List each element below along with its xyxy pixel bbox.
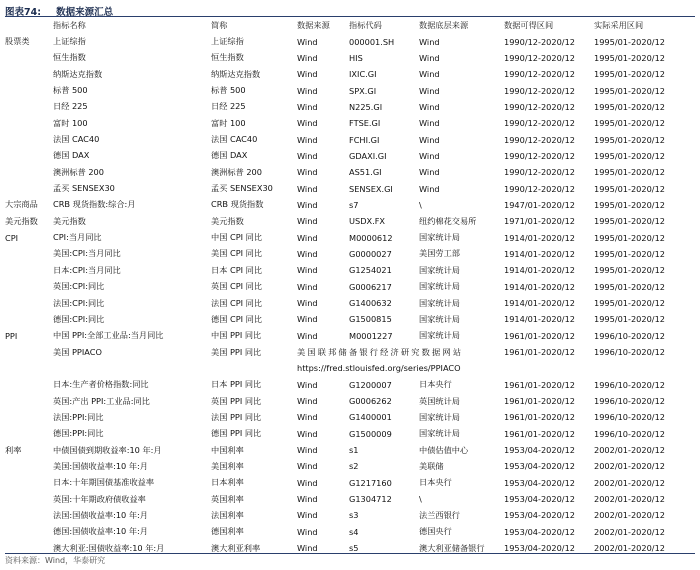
available-range-cell: 1953/04-2020/12 bbox=[504, 526, 575, 537]
adopted-range-cell: 1995/01-2020/12 bbox=[594, 167, 665, 178]
indicator-code-cell: s5 bbox=[349, 543, 359, 554]
indicator-name-cell: 日本:十年期国债基准收益率 bbox=[53, 477, 155, 488]
available-range-cell: 1990/12-2020/12 bbox=[504, 36, 575, 47]
short-name-cell: 孟买 SENSEX30 bbox=[211, 183, 273, 194]
adopted-range-cell: 1995/01-2020/12 bbox=[594, 52, 665, 63]
available-range-cell: 1953/04-2020/12 bbox=[504, 510, 575, 521]
adopted-range-cell: 2002/01-2020/12 bbox=[594, 461, 665, 472]
short-name-cell: 法国 PPI 同比 bbox=[211, 411, 262, 422]
table-row bbox=[5, 229, 695, 245]
table-row bbox=[5, 393, 695, 409]
indicator-code-cell: GDAXI.GI bbox=[349, 150, 387, 161]
data-source-cell: Wind bbox=[297, 216, 318, 227]
adopted-range-cell: 1995/01-2020/12 bbox=[594, 69, 665, 80]
underlying-source-cell: Wind bbox=[419, 36, 440, 47]
source-url-cell: https://fred.stlouisfed.org/series/PPIACO bbox=[297, 363, 461, 374]
adopted-range-cell: 1995/01-2020/12 bbox=[594, 36, 665, 47]
table-row bbox=[5, 328, 695, 344]
header-available-range: 数据可得区间 bbox=[504, 19, 554, 30]
indicator-code-cell: M0000612 bbox=[349, 232, 393, 243]
data-source-cell: Wind bbox=[297, 412, 318, 423]
indicator-code-cell: G1200007 bbox=[349, 379, 392, 390]
available-range-cell: 1914/01-2020/12 bbox=[504, 314, 575, 325]
indicator-code-cell: s2 bbox=[349, 461, 359, 472]
data-source-cell: Wind bbox=[297, 330, 318, 341]
adopted-range-cell: 1996/10-2020/12 bbox=[594, 379, 665, 390]
adopted-range-cell: 2002/01-2020/12 bbox=[594, 543, 665, 554]
adopted-range-cell: 1995/01-2020/12 bbox=[594, 216, 665, 227]
category-cell bbox=[5, 344, 53, 360]
data-source-cell: Wind bbox=[297, 510, 318, 521]
adopted-range-cell: 1995/01-2020/12 bbox=[594, 118, 665, 129]
data-source-cell: Wind bbox=[297, 379, 318, 390]
data-source-cell: Wind bbox=[297, 461, 318, 472]
adopted-range-cell: 1996/10-2020/12 bbox=[594, 330, 665, 341]
table-row bbox=[5, 115, 695, 131]
data-source-cell: Wind bbox=[297, 150, 318, 161]
category-cell bbox=[5, 66, 53, 82]
available-range-cell: 1990/12-2020/12 bbox=[504, 52, 575, 63]
indicator-code-cell: G1400632 bbox=[349, 298, 392, 309]
category-cell bbox=[5, 50, 53, 66]
indicator-code-cell: G1254021 bbox=[349, 265, 392, 276]
indicator-name-cell: 法国:国债收益率:10 年:月 bbox=[53, 509, 148, 520]
table-row bbox=[5, 360, 695, 376]
category-cell bbox=[5, 82, 53, 98]
data-source-cell: Wind bbox=[297, 85, 318, 96]
underlying-source-cell: 日本央行 bbox=[419, 477, 452, 488]
indicator-name-cell: 美国:CPI:当月同比 bbox=[53, 248, 121, 259]
indicator-code-cell: USDX.FX bbox=[349, 216, 386, 227]
short-name-cell: 澳大利亚利率 bbox=[211, 542, 261, 553]
short-name-cell: 英国 PPI 同比 bbox=[211, 395, 262, 406]
short-name-cell: 日经 225 bbox=[211, 101, 246, 112]
indicator-code-cell: IXIC.GI bbox=[349, 69, 377, 80]
indicator-name-cell: 法国 CAC40 bbox=[53, 134, 100, 145]
indicator-name-cell: 英国:CPI:同比 bbox=[53, 281, 105, 292]
indicator-name-cell: 日本:生产者价格指数:同比 bbox=[53, 379, 149, 390]
table-row bbox=[5, 491, 695, 507]
underlying-source-cell: Wind bbox=[419, 134, 440, 145]
indicator-name-cell: 法国:PPI:同比 bbox=[53, 411, 104, 422]
adopted-range-cell: 1995/01-2020/12 bbox=[594, 134, 665, 145]
short-name-cell: 美国 CPI 同比 bbox=[211, 248, 263, 259]
available-range-cell: 1953/04-2020/12 bbox=[504, 445, 575, 456]
indicator-name-cell: 美国:国债收益率:10 年:月 bbox=[53, 460, 148, 471]
adopted-range-cell: 1995/01-2020/12 bbox=[594, 298, 665, 309]
short-name-cell: 上证综指 bbox=[211, 36, 244, 47]
adopted-range-cell: 2002/01-2020/12 bbox=[594, 526, 665, 537]
table-row bbox=[5, 279, 695, 295]
adopted-range-cell: 1995/01-2020/12 bbox=[594, 85, 665, 96]
adopted-range-cell: 1995/01-2020/12 bbox=[594, 265, 665, 276]
underlying-source-cell: \ bbox=[419, 199, 422, 210]
category-cell bbox=[5, 99, 53, 115]
indicator-code-cell: G1500815 bbox=[349, 314, 392, 325]
category-cell: 大宗商品 bbox=[5, 199, 38, 210]
short-name-cell: 法国 CPI 同比 bbox=[211, 297, 263, 308]
indicator-code-cell: s1 bbox=[349, 445, 359, 456]
indicator-code-cell: SENSEX.GI bbox=[349, 183, 393, 194]
adopted-range-cell: 1996/10-2020/12 bbox=[594, 347, 665, 358]
short-name-cell: 英国利率 bbox=[211, 493, 244, 504]
underlying-source-cell: 国家统计局 bbox=[419, 313, 460, 324]
category-cell bbox=[5, 131, 53, 147]
available-range-cell: 1914/01-2020/12 bbox=[504, 281, 575, 292]
category-cell bbox=[5, 377, 53, 393]
indicator-name-cell: 纳斯达克指数 bbox=[53, 68, 103, 79]
underlying-source-cell: 中债估值中心 bbox=[419, 444, 469, 455]
adopted-range-cell: 1995/01-2020/12 bbox=[594, 183, 665, 194]
short-name-cell: 澳洲标普 200 bbox=[211, 166, 262, 177]
short-name-cell: 美元指数 bbox=[211, 215, 244, 226]
indicator-code-cell: G1400001 bbox=[349, 412, 392, 423]
short-name-cell: 日本 PPI 同比 bbox=[211, 379, 262, 390]
underlying-source-cell: 国家统计局 bbox=[419, 232, 460, 243]
table-row bbox=[5, 311, 695, 327]
indicator-code-cell: M0001227 bbox=[349, 330, 393, 341]
indicator-name-cell: 美国 PPIACO bbox=[53, 346, 102, 357]
category-cell bbox=[5, 426, 53, 442]
table-row bbox=[5, 131, 695, 147]
table-row bbox=[5, 475, 695, 491]
indicator-code-cell: G0000027 bbox=[349, 248, 392, 259]
short-name-cell: 标普 500 bbox=[211, 85, 246, 96]
indicator-code-cell: AS51.GI bbox=[349, 167, 382, 178]
adopted-range-cell: 1995/01-2020/12 bbox=[594, 314, 665, 325]
short-name-cell: 英国 CPI 同比 bbox=[211, 281, 263, 292]
table-row bbox=[5, 344, 695, 360]
category-cell bbox=[5, 491, 53, 507]
category-cell bbox=[5, 295, 53, 311]
adopted-range-cell: 1995/01-2020/12 bbox=[594, 199, 665, 210]
table-header-row bbox=[5, 17, 695, 33]
underlying-source-cell: 国家统计局 bbox=[419, 330, 460, 341]
short-name-cell: 富时 100 bbox=[211, 117, 246, 128]
underlying-source-cell: Wind bbox=[419, 183, 440, 194]
indicator-code-cell: G0006217 bbox=[349, 281, 392, 292]
data-source-cell: Wind bbox=[297, 396, 318, 407]
table-row bbox=[5, 213, 695, 229]
header-underlying-source: 数据底层来源 bbox=[419, 19, 469, 30]
table-row bbox=[5, 524, 695, 540]
table-row bbox=[5, 409, 695, 425]
indicator-code-cell: G1500009 bbox=[349, 428, 392, 439]
data-source-cell: Wind bbox=[297, 36, 318, 47]
indicator-code-cell: SPX.GI bbox=[349, 85, 377, 96]
category-cell bbox=[5, 524, 53, 540]
short-name-cell: 中国 CPI 同比 bbox=[211, 232, 263, 243]
indicator-name-cell: 英国:产出 PPI:工业品:同比 bbox=[53, 395, 150, 406]
data-source-cell: Wind bbox=[297, 265, 318, 276]
indicator-code-cell: s3 bbox=[349, 510, 359, 521]
category-cell: CPI bbox=[5, 232, 19, 243]
adopted-range-cell: 2002/01-2020/12 bbox=[594, 477, 665, 488]
underlying-source-cell: 澳大利亚储备银行 bbox=[419, 542, 485, 553]
available-range-cell: 1953/04-2020/12 bbox=[504, 494, 575, 505]
table-row bbox=[5, 246, 695, 262]
available-range-cell: 1914/01-2020/12 bbox=[504, 298, 575, 309]
category-cell bbox=[5, 507, 53, 523]
table-row bbox=[5, 99, 695, 115]
category-cell bbox=[5, 246, 53, 262]
data-source-cell: Wind bbox=[297, 101, 318, 112]
underlying-source-cell: 美联储 bbox=[419, 460, 444, 471]
available-range-cell: 1914/01-2020/12 bbox=[504, 232, 575, 243]
available-range-cell: 1953/04-2020/12 bbox=[504, 461, 575, 472]
available-range-cell: 1961/01-2020/12 bbox=[504, 412, 575, 423]
table-body bbox=[5, 33, 695, 556]
short-name-cell: 中国 PPI 同比 bbox=[211, 330, 262, 341]
data-source-cell: Wind bbox=[297, 52, 318, 63]
data-source-cell: Wind bbox=[297, 281, 318, 292]
short-name-cell: 德国 PPI 同比 bbox=[211, 428, 262, 439]
indicator-name-cell: 德国:国债收益率:10 年:月 bbox=[53, 526, 148, 537]
available-range-cell: 1961/01-2020/12 bbox=[504, 330, 575, 341]
indicator-name-cell: 恒生指数 bbox=[53, 52, 86, 63]
data-source-cell: Wind bbox=[297, 134, 318, 145]
category-cell bbox=[5, 180, 53, 196]
short-name-cell: 美国 PPI 同比 bbox=[211, 346, 262, 357]
short-name-cell: 恒生指数 bbox=[211, 52, 244, 63]
data-source-cell: Wind bbox=[297, 445, 318, 456]
short-name-cell: 德国 DAX bbox=[211, 150, 248, 161]
table-row bbox=[5, 295, 695, 311]
header-short-name: 简称 bbox=[211, 19, 228, 30]
table-row bbox=[5, 442, 695, 458]
underlying-source-cell: 德国央行 bbox=[419, 526, 452, 537]
indicator-name-cell: 上证综指 bbox=[53, 36, 86, 47]
indicator-name-cell: 英国:十年期政府债收益率 bbox=[53, 493, 146, 504]
category-cell bbox=[5, 458, 53, 474]
indicator-name-cell: 日经 225 bbox=[53, 101, 88, 112]
indicator-name-cell: 德国 DAX bbox=[53, 150, 90, 161]
underlying-source-cell: Wind bbox=[419, 69, 440, 80]
available-range-cell: 1961/01-2020/12 bbox=[504, 428, 575, 439]
underlying-source-cell: 国家统计局 bbox=[419, 411, 460, 422]
indicator-name-cell: 德国:PPI:同比 bbox=[53, 428, 104, 439]
short-name-cell: 法国利率 bbox=[211, 509, 244, 520]
figure-number: 图表74: bbox=[5, 7, 42, 18]
indicator-name-cell: CPI:当月同比 bbox=[53, 232, 102, 243]
source-note: 资料来源：Wind，华泰研究 bbox=[5, 556, 106, 565]
indicator-code-cell: FCHI.GI bbox=[349, 134, 380, 145]
available-range-cell: 1990/12-2020/12 bbox=[504, 69, 575, 80]
category-cell bbox=[5, 115, 53, 131]
available-range-cell: 1961/01-2020/12 bbox=[504, 347, 575, 358]
data-source-cell: Wind bbox=[297, 232, 318, 243]
data-source-cell: Wind bbox=[297, 69, 318, 80]
short-name-cell: 中国利率 bbox=[211, 444, 244, 455]
underlying-source-cell: Wind bbox=[419, 118, 440, 129]
underlying-source-cell: Wind bbox=[419, 150, 440, 161]
adopted-range-cell: 1995/01-2020/12 bbox=[594, 281, 665, 292]
adopted-range-cell: 1995/01-2020/12 bbox=[594, 150, 665, 161]
available-range-cell: 1990/12-2020/12 bbox=[504, 183, 575, 194]
adopted-range-cell: 1996/10-2020/12 bbox=[594, 396, 665, 407]
underlying-source-cell: 国家统计局 bbox=[419, 428, 460, 439]
indicator-name-cell: 美元指数 bbox=[53, 215, 86, 226]
indicator-name-cell: 澳洲标普 200 bbox=[53, 166, 104, 177]
header-indicator-name: 指标名称 bbox=[53, 19, 86, 30]
underlying-source-cell: 国家统计局 bbox=[419, 264, 460, 275]
available-range-cell: 1914/01-2020/12 bbox=[504, 265, 575, 276]
underlying-source-cell: 国家统计局 bbox=[419, 297, 460, 308]
indicator-code-cell: N225.GI bbox=[349, 101, 383, 112]
data-source-cell: Wind bbox=[297, 298, 318, 309]
indicator-name-cell: 中国 PPI:全部工业品:当月同比 bbox=[53, 330, 164, 341]
table-row bbox=[5, 507, 695, 523]
data-source-cell: Wind bbox=[297, 526, 318, 537]
underlying-source-cell: 英国统计局 bbox=[419, 395, 460, 406]
table-row bbox=[5, 33, 695, 49]
category-cell: 利率 bbox=[5, 444, 22, 455]
indicator-code-cell: FTSE.GI bbox=[349, 118, 381, 129]
available-range-cell: 1953/04-2020/12 bbox=[504, 543, 575, 554]
underlying-source-cell: Wind bbox=[419, 52, 440, 63]
adopted-range-cell: 2002/01-2020/12 bbox=[594, 445, 665, 456]
available-range-cell: 1971/01-2020/12 bbox=[504, 216, 575, 227]
indicator-name-cell: 日本:CPI:当月同比 bbox=[53, 264, 121, 275]
available-range-cell: 1990/12-2020/12 bbox=[504, 85, 575, 96]
data-source-cell: Wind bbox=[297, 428, 318, 439]
available-range-cell: 1961/01-2020/12 bbox=[504, 396, 575, 407]
data-source-cell: Wind bbox=[297, 248, 318, 259]
header-indicator-code: 指标代码 bbox=[349, 19, 382, 30]
available-range-cell: 1953/04-2020/12 bbox=[504, 477, 575, 488]
table-row bbox=[5, 377, 695, 393]
indicator-code-cell: G0006262 bbox=[349, 396, 392, 407]
underlying-source-cell: Wind bbox=[419, 101, 440, 112]
header-data-source: 数据来源 bbox=[297, 19, 330, 30]
underlying-source-cell: 美国劳工部 bbox=[419, 248, 460, 259]
available-range-cell: 1990/12-2020/12 bbox=[504, 167, 575, 178]
available-range-cell: 1961/01-2020/12 bbox=[504, 379, 575, 390]
data-source-table bbox=[5, 17, 695, 556]
short-name-cell: 日本 CPI 同比 bbox=[211, 264, 263, 275]
header-category bbox=[5, 17, 53, 33]
adopted-range-cell: 1996/10-2020/12 bbox=[594, 428, 665, 439]
data-source-cell: Wind bbox=[297, 494, 318, 505]
underlying-source-cell: Wind bbox=[419, 85, 440, 96]
category-cell bbox=[5, 393, 53, 409]
table-row bbox=[5, 180, 695, 196]
short-name-cell: CRB 现货指数 bbox=[211, 199, 264, 210]
category-cell bbox=[5, 409, 53, 425]
empty-cell bbox=[5, 360, 297, 376]
table-row bbox=[5, 426, 695, 442]
table-row bbox=[5, 66, 695, 82]
underlying-source-cell: 法兰西银行 bbox=[419, 509, 460, 520]
available-range-cell: 1990/12-2020/12 bbox=[504, 134, 575, 145]
category-cell bbox=[5, 164, 53, 180]
category-cell bbox=[5, 262, 53, 278]
short-name-cell: 法国 CAC40 bbox=[211, 134, 258, 145]
adopted-range-cell: 1995/01-2020/12 bbox=[594, 101, 665, 112]
adopted-range-cell: 1995/01-2020/12 bbox=[594, 248, 665, 259]
header-adopted-range: 实际采用区间 bbox=[594, 19, 644, 30]
indicator-name-cell: 标普 500 bbox=[53, 85, 88, 96]
adopted-range-cell: 1996/10-2020/12 bbox=[594, 412, 665, 423]
available-range-cell: 1914/01-2020/12 bbox=[504, 248, 575, 259]
adopted-range-cell: 2002/01-2020/12 bbox=[594, 494, 665, 505]
indicator-code-cell: s7 bbox=[349, 199, 359, 210]
available-range-cell: 1990/12-2020/12 bbox=[504, 118, 575, 129]
indicator-name-cell: 法国:CPI:同比 bbox=[53, 297, 105, 308]
figure-title-bar bbox=[5, 0, 695, 17]
indicator-name-cell: 中债国债到期收益率:10 年:月 bbox=[53, 444, 162, 455]
indicator-code-cell: 000001.SH bbox=[349, 36, 395, 47]
data-source-cell: Wind bbox=[297, 118, 318, 129]
table-row bbox=[5, 148, 695, 164]
table-row bbox=[5, 50, 695, 66]
adopted-range-cell: 2002/01-2020/12 bbox=[594, 510, 665, 521]
category-cell bbox=[5, 279, 53, 295]
indicator-name-cell: CRB 现货指数:综合:月 bbox=[53, 199, 136, 210]
data-source-cell: 美国联邦储备银行经济研究数据网站 bbox=[297, 346, 464, 357]
table-row bbox=[5, 458, 695, 474]
underlying-source-cell: 国家统计局 bbox=[419, 281, 460, 292]
category-cell bbox=[5, 148, 53, 164]
table-row bbox=[5, 262, 695, 278]
adopted-range-cell: 1995/01-2020/12 bbox=[594, 232, 665, 243]
figure-title: 数据来源汇总 bbox=[56, 7, 114, 18]
indicator-name-cell: 孟买 SENSEX30 bbox=[53, 183, 115, 194]
underlying-source-cell: 日本央行 bbox=[419, 379, 452, 390]
available-range-cell: 1990/12-2020/12 bbox=[504, 150, 575, 161]
table-row bbox=[5, 164, 695, 180]
underlying-source-cell: 纽约棉花交易所 bbox=[419, 215, 477, 226]
category-cell: 股票类 bbox=[5, 36, 30, 47]
short-name-cell: 美国利率 bbox=[211, 460, 244, 471]
bottom-rule bbox=[5, 553, 695, 554]
short-name-cell: 纳斯达克指数 bbox=[211, 68, 261, 79]
indicator-code-cell: HIS bbox=[349, 52, 363, 63]
short-name-cell: 德国 CPI 同比 bbox=[211, 313, 263, 324]
category-cell bbox=[5, 311, 53, 327]
indicator-code-cell: G1217160 bbox=[349, 477, 392, 488]
category-cell: 美元指数 bbox=[5, 215, 38, 226]
indicator-name-cell: 富时 100 bbox=[53, 117, 88, 128]
data-source-cell: Wind bbox=[297, 314, 318, 325]
short-name-cell: 日本利率 bbox=[211, 477, 244, 488]
indicator-name-cell: 澳大利亚:国债收益率:10 年:月 bbox=[53, 542, 165, 553]
data-source-cell: Wind bbox=[297, 543, 318, 554]
indicator-code-cell: s4 bbox=[349, 526, 359, 537]
available-range-cell: 1990/12-2020/12 bbox=[504, 101, 575, 112]
category-cell: PPI bbox=[5, 330, 18, 341]
data-source-cell: Wind bbox=[297, 183, 318, 194]
table-row bbox=[5, 197, 695, 213]
underlying-source-cell: \ bbox=[419, 494, 422, 505]
data-source-cell: Wind bbox=[297, 199, 318, 210]
short-name-cell: 德国利率 bbox=[211, 526, 244, 537]
data-source-cell: Wind bbox=[297, 167, 318, 178]
table-row bbox=[5, 82, 695, 98]
category-cell bbox=[5, 475, 53, 491]
available-range-cell: 1947/01-2020/12 bbox=[504, 199, 575, 210]
underlying-source-cell: Wind bbox=[419, 167, 440, 178]
data-source-cell: Wind bbox=[297, 477, 318, 488]
indicator-code-cell: G1304712 bbox=[349, 494, 392, 505]
indicator-name-cell: 德国:CPI:同比 bbox=[53, 313, 105, 324]
